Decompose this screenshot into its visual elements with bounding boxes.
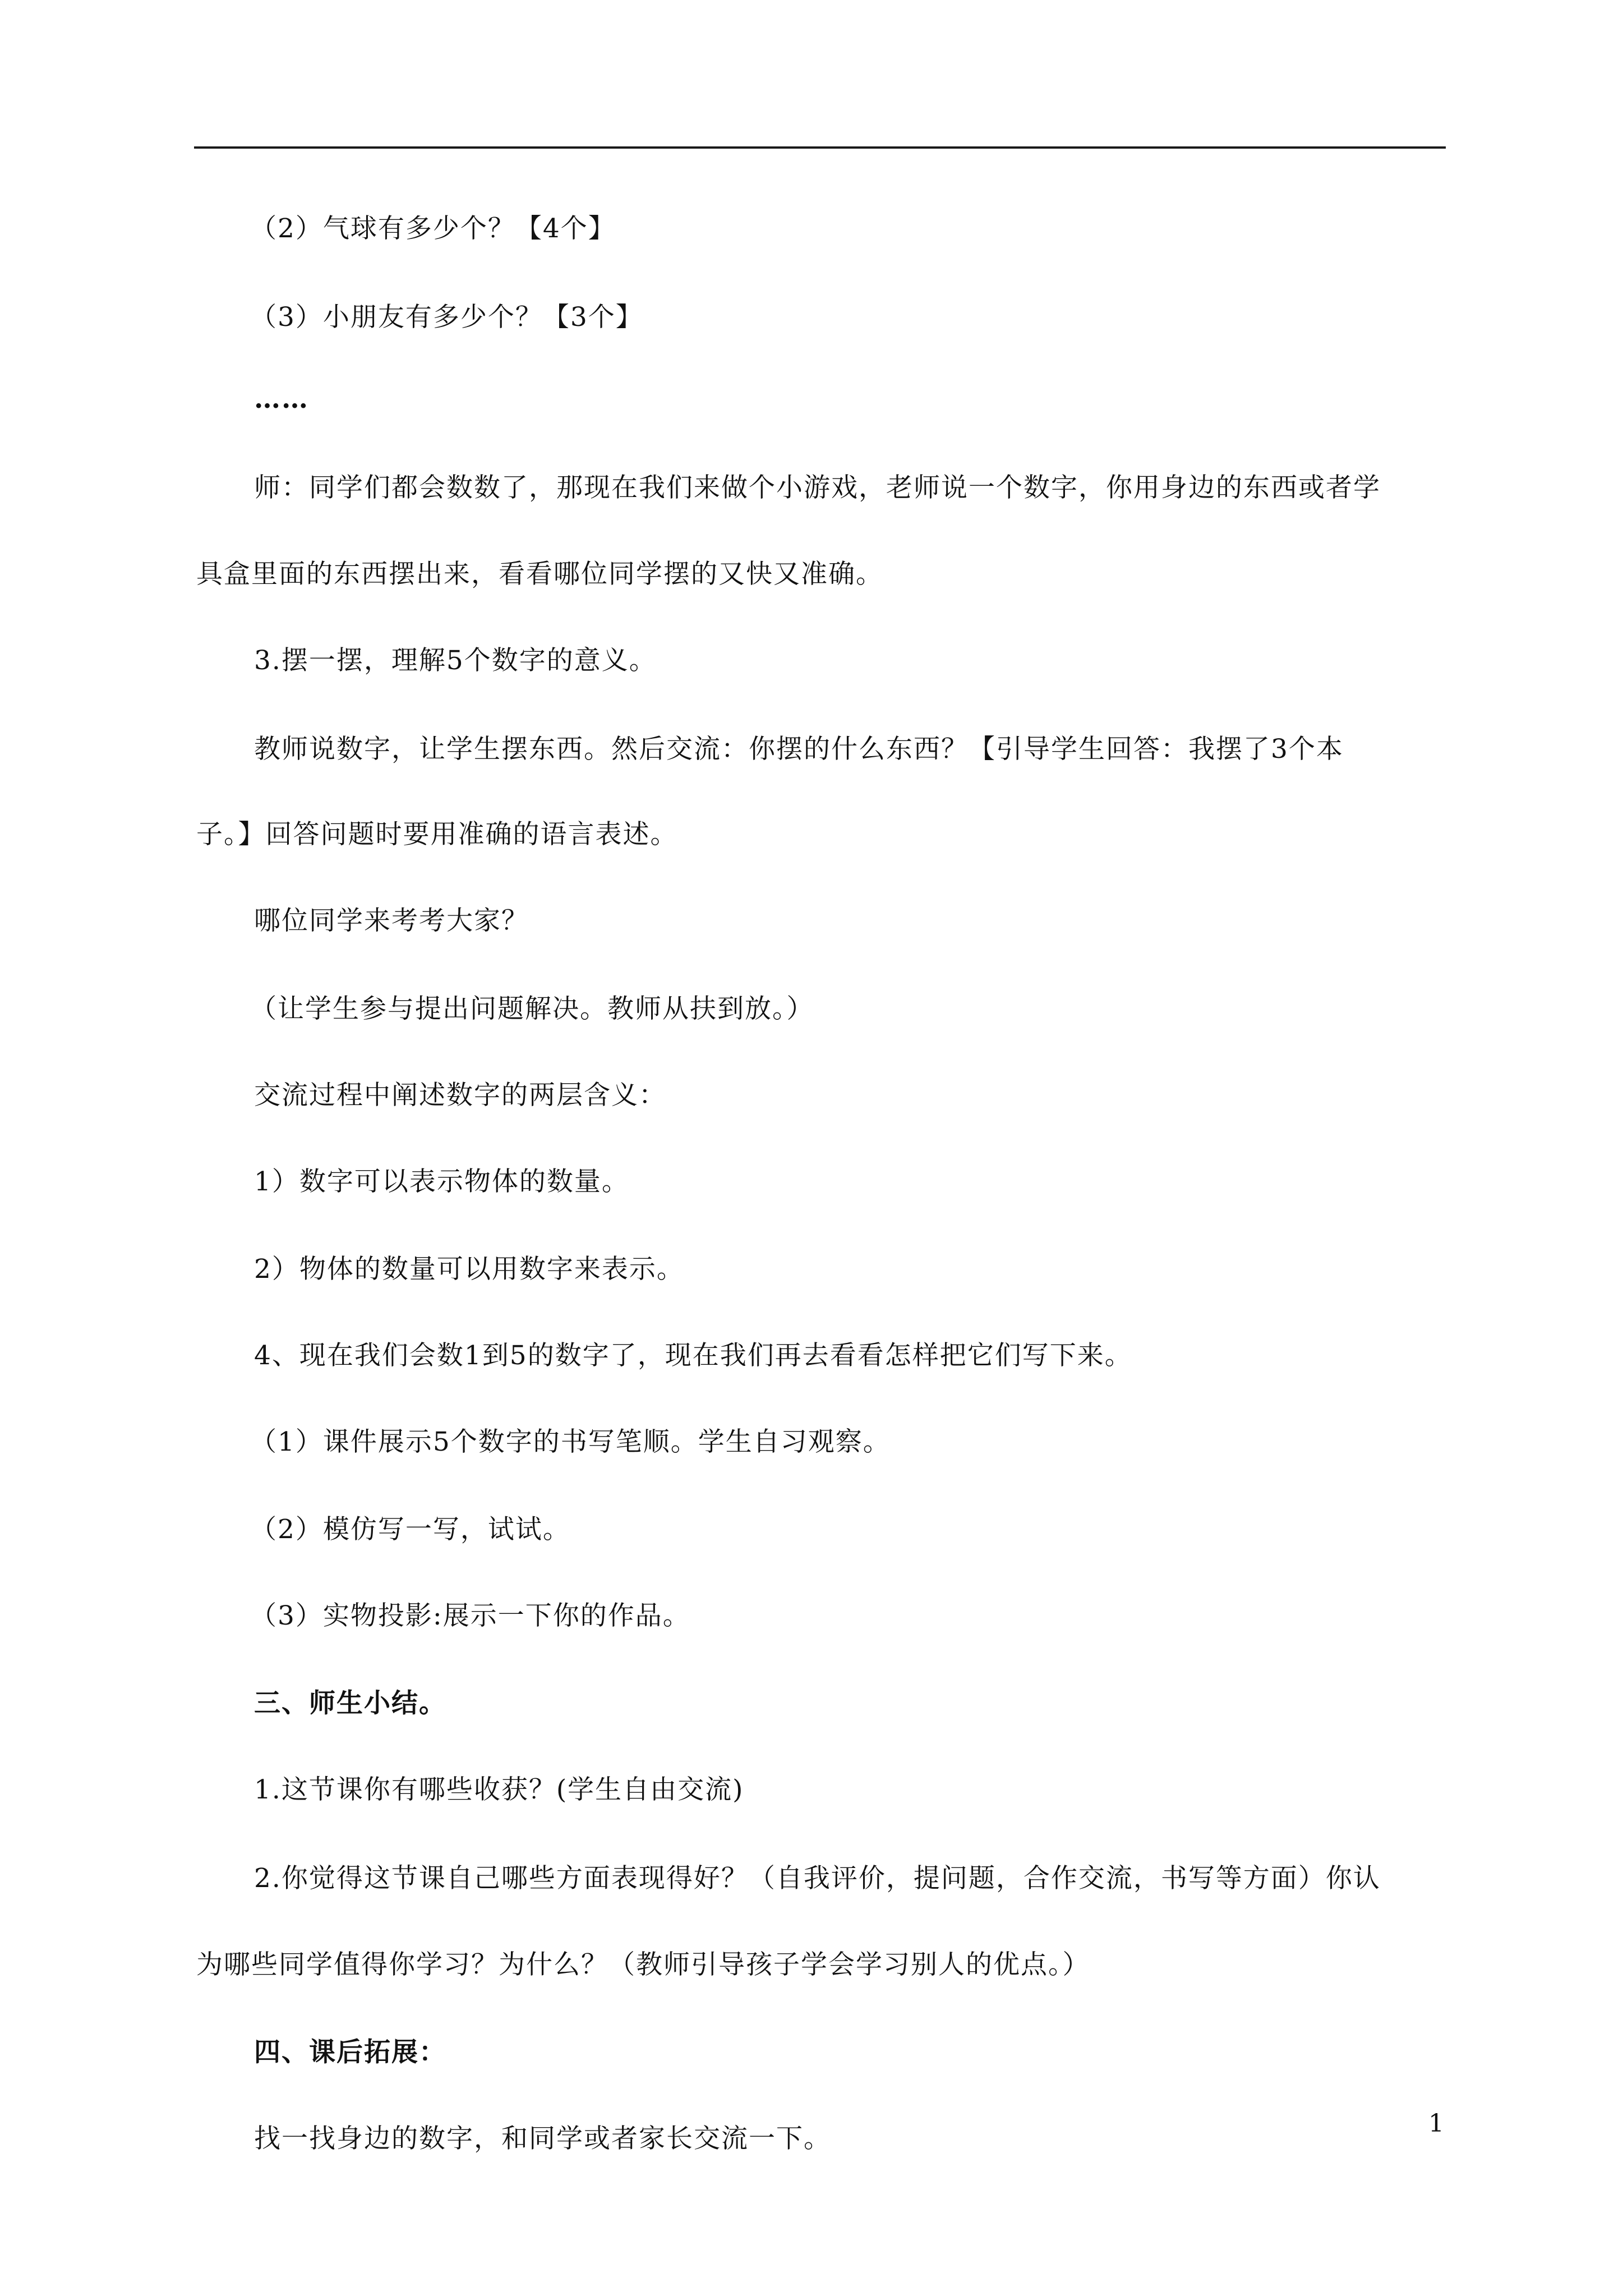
header-rule [194, 146, 1446, 149]
page-number: 1 [1428, 2109, 1444, 2138]
text-line: 具盒里面的东西摆出来，看看哪位同学摆的又快又准确。 [196, 559, 883, 590]
text-line: （2）气球有多少个？【4个】 [250, 213, 616, 244]
text-line: 子。】回答问题时要用准确的语言表述。 [196, 819, 678, 850]
text-line: （3）小朋友有多少个？【3个】 [250, 302, 643, 333]
text-line: 1）数字可以表示物体的数量。 [254, 1166, 629, 1197]
section-heading: 四、课后拓展： [254, 2037, 446, 2068]
text-line: 1.这节课你有哪些收获？(学生自由交流) [254, 1774, 744, 1805]
ellipsis-line: …… [254, 384, 309, 415]
text-line: （3）实物投影:展示一下你的作品。 [250, 1600, 690, 1631]
text-line: 交流过程中阐述数字的两层含义： [254, 1080, 666, 1111]
text-line: 教师说数字，让学生摆东西。然后交流：你摆的什么东西？【引导学生回答：我摆了3个本 [254, 734, 1344, 765]
text-line: 2.你觉得这节课自己哪些方面表现得好？（自我评价，提问题，合作交流，书写等方面）你认 [254, 1863, 1381, 1894]
text-line: （让学生参与提出问题解决。教师从扶到放。） [250, 993, 814, 1024]
text-line: （1）课件展示5个数字的书写笔顺。学生自习观察。 [250, 1427, 891, 1457]
text-line: 哪位同学来考考大家？ [254, 905, 529, 936]
text-line: 4、现在我们会数1到5的数字了，现在我们再去看看怎样把它们写下来。 [254, 1340, 1132, 1371]
text-line: （2）模仿写一写，试试。 [250, 1514, 570, 1545]
text-line: 3.摆一摆，理解5个数字的意义。 [254, 645, 657, 676]
text-line: 师：同学们都会数数了，那现在我们来做个小游戏，老师说一个数字，你用身边的东西或者学 [254, 472, 1381, 503]
text-line: 为哪些同学值得你学习？为什么？（教师引导孩子学会学习别人的优点。） [196, 1949, 1090, 1980]
section-heading: 三、师生小结。 [254, 1688, 446, 1719]
text-line: 找一找身边的数字，和同学或者家长交流一下。 [254, 2123, 831, 2154]
text-line: 2）物体的数量可以用数字来表示。 [254, 1254, 684, 1285]
